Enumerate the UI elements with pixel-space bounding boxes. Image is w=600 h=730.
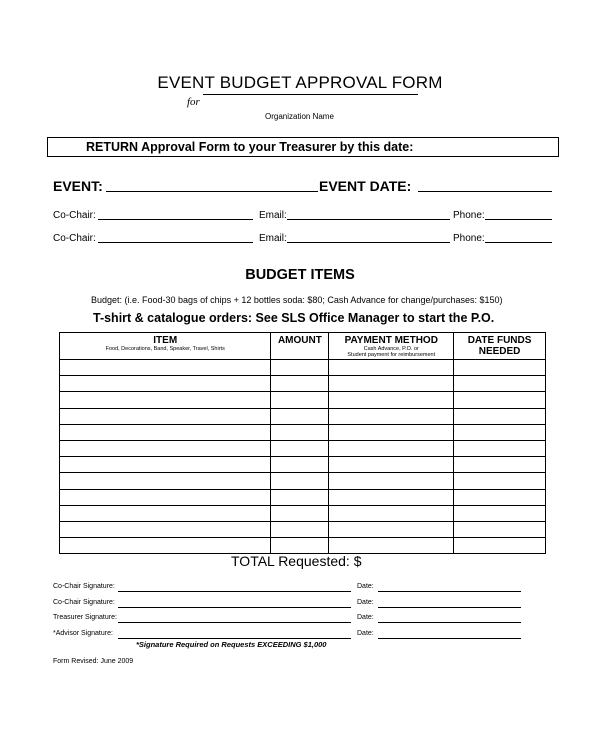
signature-label: *Advisor Signature: xyxy=(53,630,113,637)
payment-cell[interactable] xyxy=(329,360,454,376)
form-revised-date: Form Revised: June 2009 xyxy=(53,658,134,665)
table-row xyxy=(60,457,546,473)
date-cell[interactable] xyxy=(454,360,546,376)
phone-field[interactable] xyxy=(485,219,552,220)
payment-cell[interactable] xyxy=(329,457,454,473)
email-label: Email: xyxy=(259,233,287,244)
date-cell[interactable] xyxy=(454,489,546,505)
payment-cell[interactable] xyxy=(329,376,454,392)
amount-cell[interactable] xyxy=(271,473,329,489)
signature-label: Co-Chair Signature: xyxy=(53,599,115,606)
event-date-field[interactable] xyxy=(418,191,552,192)
date-header-label: NEEDED xyxy=(478,346,521,357)
table-row xyxy=(60,376,546,392)
amount-cell[interactable] xyxy=(271,457,329,473)
date-cell[interactable] xyxy=(454,392,546,408)
signature-date-field[interactable] xyxy=(378,638,521,639)
payment-header-subtext: Student payment for reimbursement xyxy=(347,352,436,358)
payment-cell[interactable] xyxy=(329,521,454,537)
cochair-label: Co-Chair: xyxy=(53,233,96,244)
amount-cell[interactable] xyxy=(271,360,329,376)
date-cell[interactable] xyxy=(454,538,546,554)
phone-label: Phone: xyxy=(453,210,485,221)
email-field[interactable] xyxy=(287,219,450,220)
date-header-label: DATE FUNDS xyxy=(467,335,532,346)
signature-field[interactable] xyxy=(118,622,351,623)
cochair-label: Co-Chair: xyxy=(53,210,96,221)
payment-cell[interactable] xyxy=(329,408,454,424)
item-header-subtext: Food, Decorations, Band, Speaker, Travel, Shirts xyxy=(105,346,225,352)
date-cell[interactable] xyxy=(454,440,546,456)
item-column-header xyxy=(60,333,271,360)
signature-field[interactable] xyxy=(118,591,351,592)
date-needed-column-header xyxy=(454,333,546,360)
signature-date-label: Date: xyxy=(357,614,374,621)
table-row xyxy=(60,424,546,440)
item-header-label: ITEM xyxy=(153,335,178,346)
form-title: EVENT BUDGET APPROVAL FORM xyxy=(157,73,443,92)
budget-items-title: BUDGET ITEMS xyxy=(245,267,355,283)
event-label: EVENT: xyxy=(53,178,103,194)
return-date-box[interactable] xyxy=(47,137,559,157)
table-row xyxy=(60,505,546,521)
cochair-field[interactable] xyxy=(98,242,253,243)
signature-field[interactable] xyxy=(118,607,351,608)
date-cell[interactable] xyxy=(454,457,546,473)
amount-cell[interactable] xyxy=(271,538,329,554)
organization-name-label: Organization Name xyxy=(265,112,334,121)
item-cell[interactable] xyxy=(60,521,271,537)
amount-column-header xyxy=(271,333,329,360)
payment-cell[interactable] xyxy=(329,538,454,554)
payment-cell[interactable] xyxy=(329,424,454,440)
amount-cell[interactable] xyxy=(271,440,329,456)
table-header-row xyxy=(60,333,546,360)
item-cell[interactable] xyxy=(60,538,271,554)
amount-cell[interactable] xyxy=(271,392,329,408)
signature-date-field[interactable] xyxy=(378,622,521,623)
item-cell[interactable] xyxy=(60,489,271,505)
return-instruction: RETURN Approval Form to your Treasurer by this date: xyxy=(86,140,414,154)
signature-date-label: Date: xyxy=(357,630,374,637)
amount-cell[interactable] xyxy=(271,521,329,537)
payment-cell[interactable] xyxy=(329,473,454,489)
item-cell[interactable] xyxy=(60,457,271,473)
signature-date-label: Date: xyxy=(357,583,374,590)
table-row xyxy=(60,408,546,424)
email-label: Email: xyxy=(259,210,287,221)
for-label: for xyxy=(187,96,200,108)
payment-cell[interactable] xyxy=(329,505,454,521)
payment-header-label: PAYMENT METHOD xyxy=(344,335,438,346)
item-cell[interactable] xyxy=(60,392,271,408)
signature-date-field[interactable] xyxy=(378,607,521,608)
budget-items-table xyxy=(59,332,546,554)
payment-cell[interactable] xyxy=(329,489,454,505)
table-row xyxy=(60,473,546,489)
item-cell[interactable] xyxy=(60,408,271,424)
item-cell[interactable] xyxy=(60,376,271,392)
phone-label: Phone: xyxy=(453,233,485,244)
event-field[interactable] xyxy=(106,191,318,192)
amount-cell[interactable] xyxy=(271,489,329,505)
tshirt-order-note: T-shirt & catalogue orders: See SLS Office Manager to start the P.O. xyxy=(93,311,495,325)
table-row xyxy=(60,360,546,376)
payment-column-header xyxy=(329,333,454,360)
payment-header-subtext: Cash Advance, P.O. or xyxy=(363,346,419,352)
payment-cell[interactable] xyxy=(329,392,454,408)
date-cell[interactable] xyxy=(454,376,546,392)
amount-header-label: AMOUNT xyxy=(277,335,322,346)
signature-date-label: Date: xyxy=(357,599,374,606)
date-cell[interactable] xyxy=(454,521,546,537)
item-cell[interactable] xyxy=(60,440,271,456)
signature-field[interactable] xyxy=(118,638,351,639)
signature-date-field[interactable] xyxy=(378,591,521,592)
amount-cell[interactable] xyxy=(271,408,329,424)
phone-field[interactable] xyxy=(485,242,552,243)
item-cell[interactable] xyxy=(60,360,271,376)
item-cell[interactable] xyxy=(60,473,271,489)
date-cell[interactable] xyxy=(454,408,546,424)
item-cell[interactable] xyxy=(60,505,271,521)
email-field[interactable] xyxy=(287,242,450,243)
table-row xyxy=(60,521,546,537)
item-cell[interactable] xyxy=(60,424,271,440)
cochair-field[interactable] xyxy=(98,219,253,220)
date-cell[interactable] xyxy=(454,424,546,440)
date-cell[interactable] xyxy=(454,505,546,521)
table-row xyxy=(60,489,546,505)
amount-cell[interactable] xyxy=(271,376,329,392)
organization-name-field[interactable] xyxy=(203,94,418,95)
date-cell[interactable] xyxy=(454,473,546,489)
table-row xyxy=(60,538,546,554)
total-requested-label: TOTAL Requested: $ xyxy=(231,553,362,569)
budget-example-note: Budget: (i.e. Food-30 bags of chips + 12 bottles soda: $80; Cash Advance for change/purchases: $150) xyxy=(91,295,503,305)
signature-label: Co-Chair Signature: xyxy=(53,583,115,590)
table-row xyxy=(60,440,546,456)
table-row xyxy=(60,392,546,408)
amount-cell[interactable] xyxy=(271,505,329,521)
signature-requirement-note: *Signature Required on Requests EXCEEDING $1,000 xyxy=(136,640,327,649)
event-date-label: EVENT DATE: xyxy=(319,178,412,194)
signature-label: Treasurer Signature: xyxy=(53,614,117,621)
payment-cell[interactable] xyxy=(329,440,454,456)
amount-cell[interactable] xyxy=(271,424,329,440)
